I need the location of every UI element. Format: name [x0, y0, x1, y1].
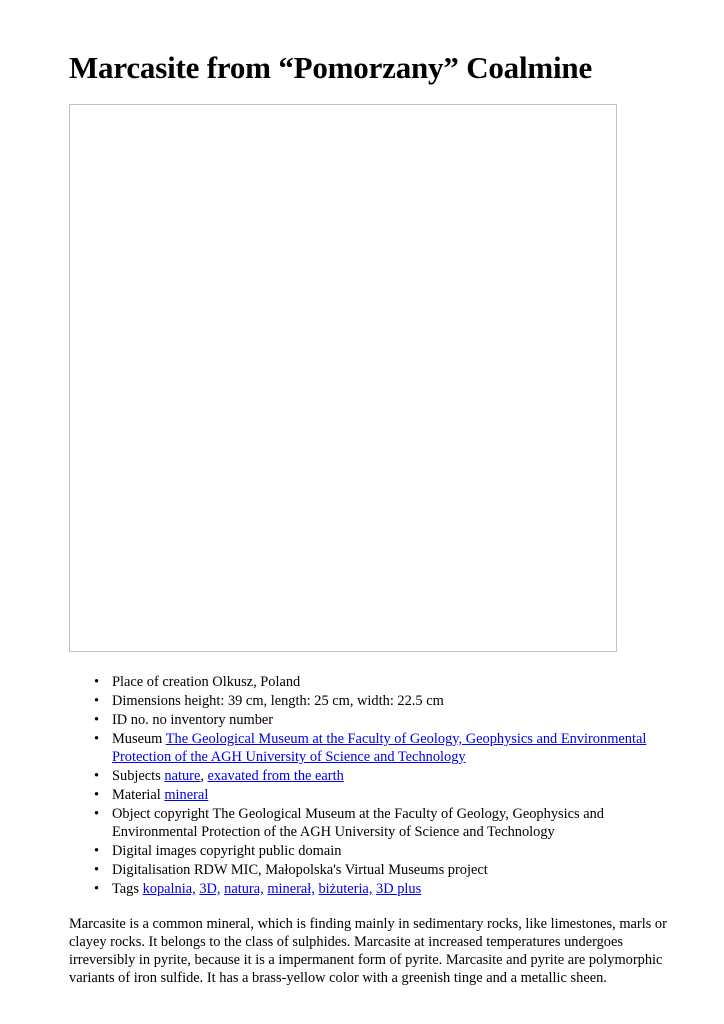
page-title: Marcasite from “Pomorzany” Coalmine: [69, 50, 593, 85]
meta-museum: [112, 730, 687, 766]
meta-images-copyright: [112, 842, 687, 860]
tag-link-3d-plus[interactable]: 3D plus: [376, 881, 422, 897]
subject-link-nature[interactable]: nature: [164, 768, 201, 784]
description-paragraph: Marcasite is a common mineral, which is finding mainly in sedimentary rocks, like limestones, marls or clayey rocks. It belongs to the class of sulphides. Marcasite at increased temperatures undergoes irreversibly in pyrite, because it is a impermanent form of pyrite. Marcasite and pyrite are polymorphic variants of iron sulfide. It has a brass-yellow color with a greenish tinge and a metallic sheen.: [69, 916, 667, 986]
meta-object-copyright: [112, 805, 687, 841]
meta-tags: [112, 880, 687, 898]
meta-id-value: no inventory number: [152, 712, 274, 728]
meta-images-copyright-label: Digital images copyright: [112, 843, 256, 859]
specimen-image: [69, 104, 617, 652]
meta-id: [112, 711, 687, 729]
meta-images-copyright-value: public domain: [258, 843, 342, 859]
meta-subjects: • Subjects nature, exavated from the earth: [112, 767, 687, 785]
meta-object-copyright-value: The Geological Museum at the Faculty of Geology, Geophysics and Environmental Protection of the AGH University of Science and Technology: [112, 806, 604, 840]
meta-place-value: Olkusz, Poland: [212, 674, 301, 690]
museum-link[interactable]: The Geological Museum at the Faculty of Geology, Geophysics and Environmental Protection of the AGH University of Science and Technology: [112, 731, 647, 765]
meta-museum-label: Museum: [112, 731, 163, 747]
meta-material-label: Material: [112, 787, 161, 803]
meta-place: [112, 673, 687, 691]
tag-link-natura[interactable]: natura,: [224, 881, 264, 897]
meta-subjects-label: Subjects: [112, 768, 161, 784]
meta-id-label: ID no.: [112, 712, 149, 728]
meta-material: [112, 786, 687, 804]
meta-dimensions-label: Dimensions: [112, 693, 181, 709]
meta-place-label: Place of creation: [112, 674, 209, 690]
meta-digitalisation: [112, 861, 687, 879]
meta-digitalisation-label: Digitalisation: [112, 862, 191, 878]
tag-link-3d[interactable]: 3D,: [199, 881, 221, 897]
subject-link-excavated[interactable]: exavated from the earth: [207, 768, 344, 784]
meta-object-copyright-label: Object copyright: [112, 806, 210, 822]
meta-tags-label: Tags: [112, 881, 139, 897]
metadata-list: [69, 673, 687, 899]
tag-link-kopalnia[interactable]: kopalnia,: [142, 881, 196, 897]
tag-link-bizuteria[interactable]: biżuteria,: [318, 881, 373, 897]
tag-link-mineral[interactable]: minerał,: [267, 881, 315, 897]
meta-digitalisation-value: RDW MIC, Małopolska's Virtual Museums project: [193, 862, 488, 878]
meta-dimensions: [112, 692, 687, 710]
material-link-mineral[interactable]: mineral: [164, 787, 209, 803]
meta-dimensions-value: height: 39 cm, length: 25 cm, width: 22.5 cm: [184, 693, 444, 709]
